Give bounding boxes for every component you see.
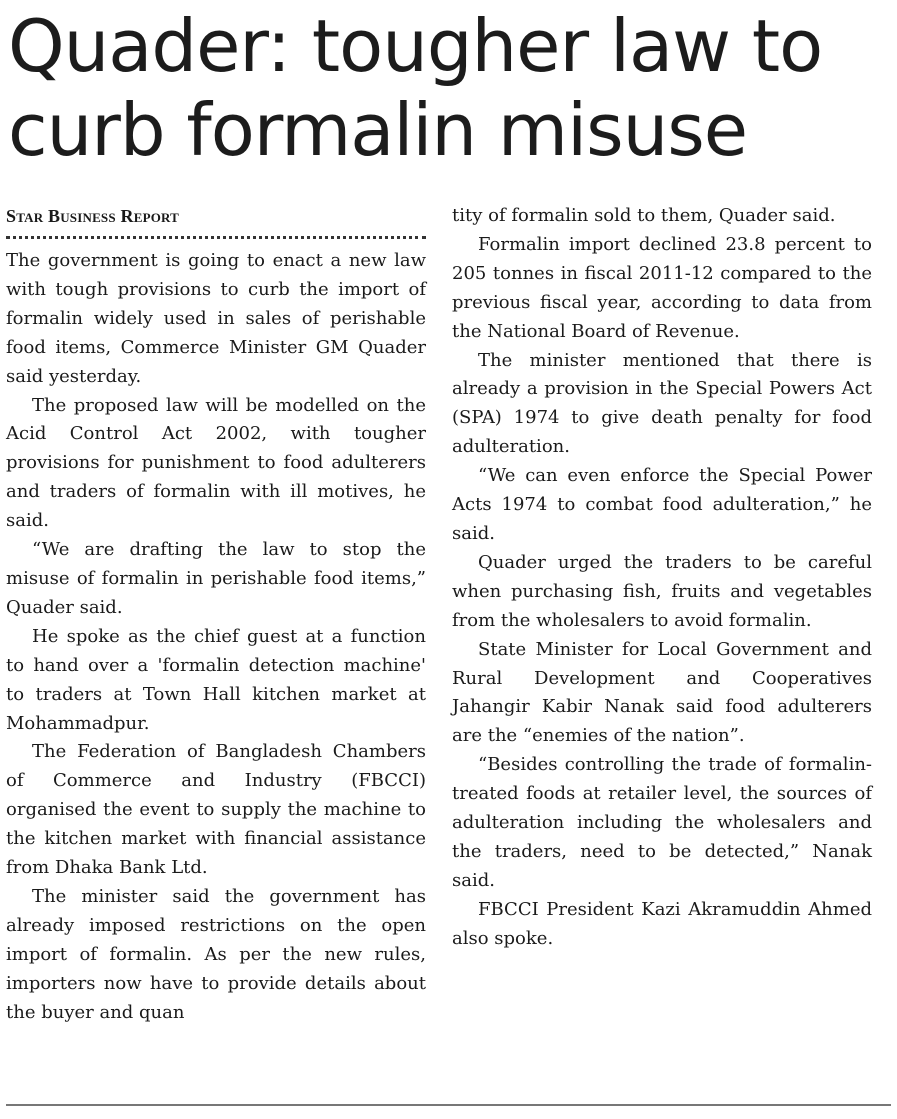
paragraph: State Minister for Local Government and Rural Development and Cooperatives Jahangir Kabir Nanak said food adulterers are the “enemies of the nation”. [452, 638, 872, 747]
paragraph: “Besides controlling the trade of formalin-treated foods at retailer level, the sources of adulteration including the wholesalers and the traders, need to be detected,” Nanak said. [452, 754, 872, 891]
paragraph: “We can even enforce the Special Power Acts 1974 to combat food adulteration,” he said. [452, 465, 872, 544]
paragraph: FBCCI President Kazi Akramuddin Ahmed also spoke. [452, 898, 872, 949]
byline-divider [6, 236, 426, 239]
byline: Star Business Report [6, 206, 180, 226]
paragraph: tity of formalin sold to them, Quader said. [452, 205, 836, 226]
bottom-rule [6, 1104, 891, 1106]
paragraph: The minister said the government has already imposed restrictions on the open import of formalin. As per the new rules, importers now have to provide details about the buyer and quan [6, 885, 426, 1023]
column-right [452, 202, 872, 1027]
paragraph: Quader urged the traders to be careful when purchasing fish, fruits and vegetables from the wholesalers to avoid formalin. [452, 551, 872, 631]
column-left [6, 202, 426, 1027]
paragraph: Formalin import declined 23.8 percent to 205 tonnes in fiscal 2011-12 compared to the previous fiscal year, according to data from the National Board of Revenue. [452, 233, 872, 342]
paragraph: The Federation of Bangladesh Chambers of Commerce and Industry (FBCCI) organised the event to supply the machine to the kitchen market with financial assistance from Dhaka Bank Ltd. [6, 741, 426, 879]
paragraph: The government is going to enact a new law with tough provisions to curb the import of formalin widely used in sales of perishable food items, Commerce Minister GM Quader said yesterday. [6, 250, 426, 387]
paragraph: He spoke as the chief guest at a function to hand over a 'formalin detection machine' to traders at Town Hall kitchen market at Mohammadpur. [6, 625, 426, 734]
headline: Quader: tougher law to curb formalin misuse [8, 4, 823, 172]
paragraph: The minister mentioned that there is already a provision in the Special Powers Act (SPA) 1974 to give death penalty for food adulteration. [452, 349, 872, 458]
article-body [6, 202, 872, 1027]
paragraph: The proposed law will be modelled on the Acid Control Act 2002, with tougher provisions for punishment to food adulterers and traders of formalin with ill motives, he said. [6, 394, 426, 532]
paragraph: “We are drafting the law to stop the misuse of formalin in perishable food items,” Quader said. [6, 539, 426, 618]
